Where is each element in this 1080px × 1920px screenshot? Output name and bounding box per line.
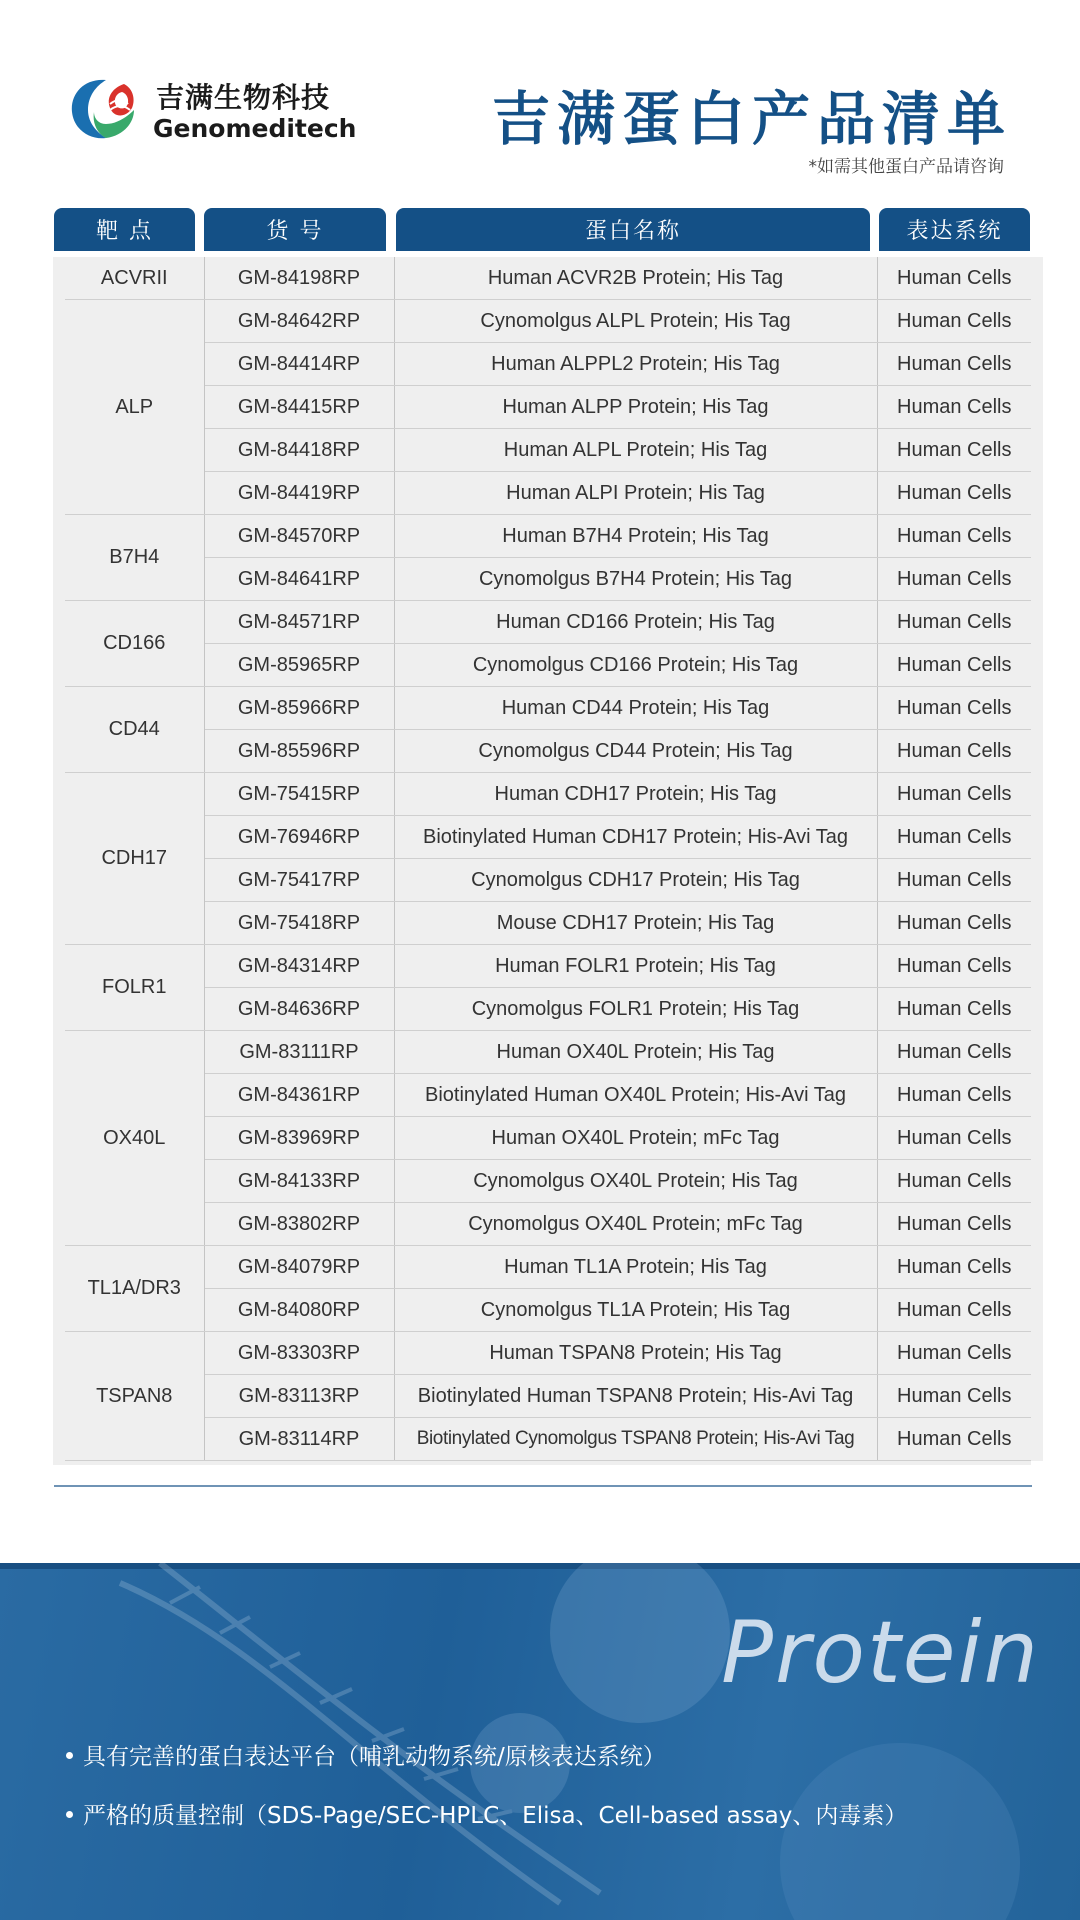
catalog-number-cell: GM-84414RP (204, 343, 394, 386)
expression-system-cell: Human Cells (877, 945, 1037, 988)
table-row (59, 429, 1037, 472)
table-row (59, 644, 1037, 687)
protein-name-cell: Biotinylated Human CDH17 Protein; His-Avi Tag (394, 816, 877, 859)
genomeditech-logo-icon (66, 74, 142, 144)
catalog-number-cell: GM-84361RP (204, 1074, 394, 1117)
table-row (59, 730, 1037, 773)
protein-name-cell: Cynomolgus OX40L Protein; His Tag (394, 1160, 877, 1203)
table-row (59, 1332, 1037, 1375)
table-row (59, 945, 1037, 988)
table-row (59, 1031, 1037, 1074)
protein-name-cell: Cynomolgus CD166 Protein; His Tag (394, 644, 877, 687)
catalog-number-cell: GM-84642RP (204, 300, 394, 343)
catalog-number-cell: GM-84641RP (204, 558, 394, 601)
catalog-number-cell: GM-83303RP (204, 1332, 394, 1375)
footer-banner (0, 1563, 1080, 1920)
catalog-number-cell: GM-85596RP (204, 730, 394, 773)
expression-system-cell: Human Cells (877, 1203, 1037, 1246)
table-row (59, 343, 1037, 386)
protein-name-cell: Cynomolgus FOLR1 Protein; His Tag (394, 988, 877, 1031)
protein-name-cell: Human ALPL Protein; His Tag (394, 429, 877, 472)
protein-name-cell: Cynomolgus ALPL Protein; His Tag (394, 300, 877, 343)
protein-name-cell: Human ALPI Protein; His Tag (394, 472, 877, 515)
column-header-protein-name: 蛋白名称 (396, 208, 870, 251)
protein-name-cell: Human OX40L Protein; mFc Tag (394, 1117, 877, 1160)
expression-system-cell: Human Cells (877, 343, 1037, 386)
bullet-dot-icon (66, 1811, 73, 1818)
catalog-number-cell: GM-83113RP (204, 1375, 394, 1418)
catalog-number-cell: GM-84571RP (204, 601, 394, 644)
protein-name-cell: Human CD166 Protein; His Tag (394, 601, 877, 644)
bullet-text: 具有完善的蛋白表达平台（哺乳动物系统/原核表达系统） (83, 1744, 666, 1770)
expression-system-cell: Human Cells (877, 1031, 1037, 1074)
expression-system-cell: Human Cells (877, 773, 1037, 816)
catalog-number-cell: GM-83802RP (204, 1203, 394, 1246)
protein-name-cell: Human TSPAN8 Protein; His Tag (394, 1332, 877, 1375)
feature-bullet-quality (66, 1797, 907, 1830)
expression-system-cell: Human Cells (877, 1418, 1037, 1461)
expression-system-cell: Human Cells (877, 429, 1037, 472)
protein-name-cell: Human CDH17 Protein; His Tag (394, 773, 877, 816)
catalog-number-cell: GM-84419RP (204, 472, 394, 515)
table-row (59, 601, 1037, 644)
target-cell: TSPAN8 (59, 1332, 204, 1461)
target-cell: OX40L (59, 1031, 204, 1246)
target-cell: ACVRII (59, 257, 204, 300)
expression-system-cell: Human Cells (877, 1160, 1037, 1203)
product-table (53, 257, 1031, 1465)
protein-name-cell: Cynomolgus CDH17 Protein; His Tag (394, 859, 877, 902)
target-cell: CDH17 (59, 773, 204, 945)
protein-name-cell: Cynomolgus TL1A Protein; His Tag (394, 1289, 877, 1332)
protein-watermark: Protein (721, 1603, 1040, 1703)
inquiry-note: *如需其他蛋白产品请咨询 (808, 157, 1004, 177)
protein-name-cell: Human B7H4 Protein; His Tag (394, 515, 877, 558)
protein-name-cell: Human OX40L Protein; His Tag (394, 1031, 877, 1074)
column-header-expression-system: 表达系统 (879, 208, 1030, 251)
expression-system-cell: Human Cells (877, 300, 1037, 343)
section-divider (54, 1485, 1032, 1487)
expression-system-cell: Human Cells (877, 558, 1037, 601)
expression-system-cell: Human Cells (877, 644, 1037, 687)
protein-name-cell: Mouse CDH17 Protein; His Tag (394, 902, 877, 945)
expression-system-cell: Human Cells (877, 1117, 1037, 1160)
protein-name-cell: Cynomolgus CD44 Protein; His Tag (394, 730, 877, 773)
table-row (59, 902, 1037, 945)
protein-name-cell: Human FOLR1 Protein; His Tag (394, 945, 877, 988)
table-header (54, 208, 1030, 251)
protein-name-cell: Human CD44 Protein; His Tag (394, 687, 877, 730)
table-row (59, 773, 1037, 816)
catalog-number-cell: GM-83111RP (204, 1031, 394, 1074)
target-cell: B7H4 (59, 515, 204, 601)
table-row (59, 1117, 1037, 1160)
catalog-number-cell: GM-83114RP (204, 1418, 394, 1461)
expression-system-cell: Human Cells (877, 988, 1037, 1031)
target-cell: ALP (59, 300, 204, 515)
catalog-number-cell: GM-84080RP (204, 1289, 394, 1332)
expression-system-cell: Human Cells (877, 601, 1037, 644)
protein-name-cell: Biotinylated Cynomolgus TSPAN8 Protein; His-Avi Tag (394, 1418, 877, 1461)
company-logo (66, 74, 366, 150)
protein-name-cell: Biotinylated Human OX40L Protein; His-Avi Tag (394, 1074, 877, 1117)
protein-name-cell: Human TL1A Protein; His Tag (394, 1246, 877, 1289)
table-row (59, 1375, 1037, 1418)
catalog-number-cell: GM-84133RP (204, 1160, 394, 1203)
target-cell: TL1A/DR3 (59, 1246, 204, 1332)
expression-system-cell: Human Cells (877, 902, 1037, 945)
feature-bullet-platform (66, 1738, 666, 1771)
table-row (59, 300, 1037, 343)
table-row (59, 386, 1037, 429)
table-row (59, 1203, 1037, 1246)
protein-name-cell: Cynomolgus OX40L Protein; mFc Tag (394, 1203, 877, 1246)
expression-system-cell: Human Cells (877, 1289, 1037, 1332)
catalog-number-cell: GM-84079RP (204, 1246, 394, 1289)
target-cell: CD166 (59, 601, 204, 687)
catalog-number-cell: GM-84415RP (204, 386, 394, 429)
expression-system-cell: Human Cells (877, 1375, 1037, 1418)
column-header-catalog: 货 号 (204, 208, 386, 251)
bullet-dot-icon (66, 1752, 73, 1759)
expression-system-cell: Human Cells (877, 472, 1037, 515)
protein-name-cell: Human ACVR2B Protein; His Tag (394, 257, 877, 300)
column-header-target: 靶 点 (54, 208, 195, 251)
catalog-number-cell: GM-84418RP (204, 429, 394, 472)
protein-name-cell: Cynomolgus B7H4 Protein; His Tag (394, 558, 877, 601)
expression-system-cell: Human Cells (877, 687, 1037, 730)
expression-system-cell: Human Cells (877, 1074, 1037, 1117)
catalog-number-cell: GM-84314RP (204, 945, 394, 988)
catalog-number-cell: GM-75415RP (204, 773, 394, 816)
table-row (59, 472, 1037, 515)
catalog-number-cell: GM-85966RP (204, 687, 394, 730)
table-row (59, 988, 1037, 1031)
protein-name-cell: Human ALPPL2 Protein; His Tag (394, 343, 877, 386)
catalog-number-cell: GM-83969RP (204, 1117, 394, 1160)
expression-system-cell: Human Cells (877, 386, 1037, 429)
table-row (59, 1418, 1037, 1461)
expression-system-cell: Human Cells (877, 515, 1037, 558)
table-row (59, 859, 1037, 902)
table-row (59, 687, 1037, 730)
table-row (59, 558, 1037, 601)
catalog-number-cell: GM-84570RP (204, 515, 394, 558)
expression-system-cell: Human Cells (877, 816, 1037, 859)
protein-name-cell: Human ALPP Protein; His Tag (394, 386, 877, 429)
table-row (59, 816, 1037, 859)
catalog-number-cell: GM-75417RP (204, 859, 394, 902)
document-title: 吉满蛋白产品清单 (491, 85, 1012, 153)
table-row (59, 257, 1037, 300)
brand-name-cn: 吉满生物科技 (156, 81, 331, 114)
catalog-number-cell: GM-84636RP (204, 988, 394, 1031)
bullet-text: 严格的质量控制（SDS-Page/SEC-HPLC、Elisa、Cell-based assay、内毒素） (83, 1803, 908, 1829)
catalog-number-cell: GM-84198RP (204, 257, 394, 300)
table-row (59, 515, 1037, 558)
table-row (59, 1289, 1037, 1332)
target-cell: FOLR1 (59, 945, 204, 1031)
expression-system-cell: Human Cells (877, 730, 1037, 773)
expression-system-cell: Human Cells (877, 1246, 1037, 1289)
expression-system-cell: Human Cells (877, 859, 1037, 902)
catalog-number-cell: GM-85965RP (204, 644, 394, 687)
protein-name-cell: Biotinylated Human TSPAN8 Protein; His-Avi Tag (394, 1375, 877, 1418)
table-row (59, 1246, 1037, 1289)
catalog-number-cell: GM-76946RP (204, 816, 394, 859)
table-row (59, 1074, 1037, 1117)
brand-name-en: Genomeditech (153, 114, 357, 143)
expression-system-cell: Human Cells (877, 1332, 1037, 1375)
expression-system-cell: Human Cells (877, 257, 1037, 300)
catalog-number-cell: GM-75418RP (204, 902, 394, 945)
target-cell: CD44 (59, 687, 204, 773)
table-row (59, 1160, 1037, 1203)
